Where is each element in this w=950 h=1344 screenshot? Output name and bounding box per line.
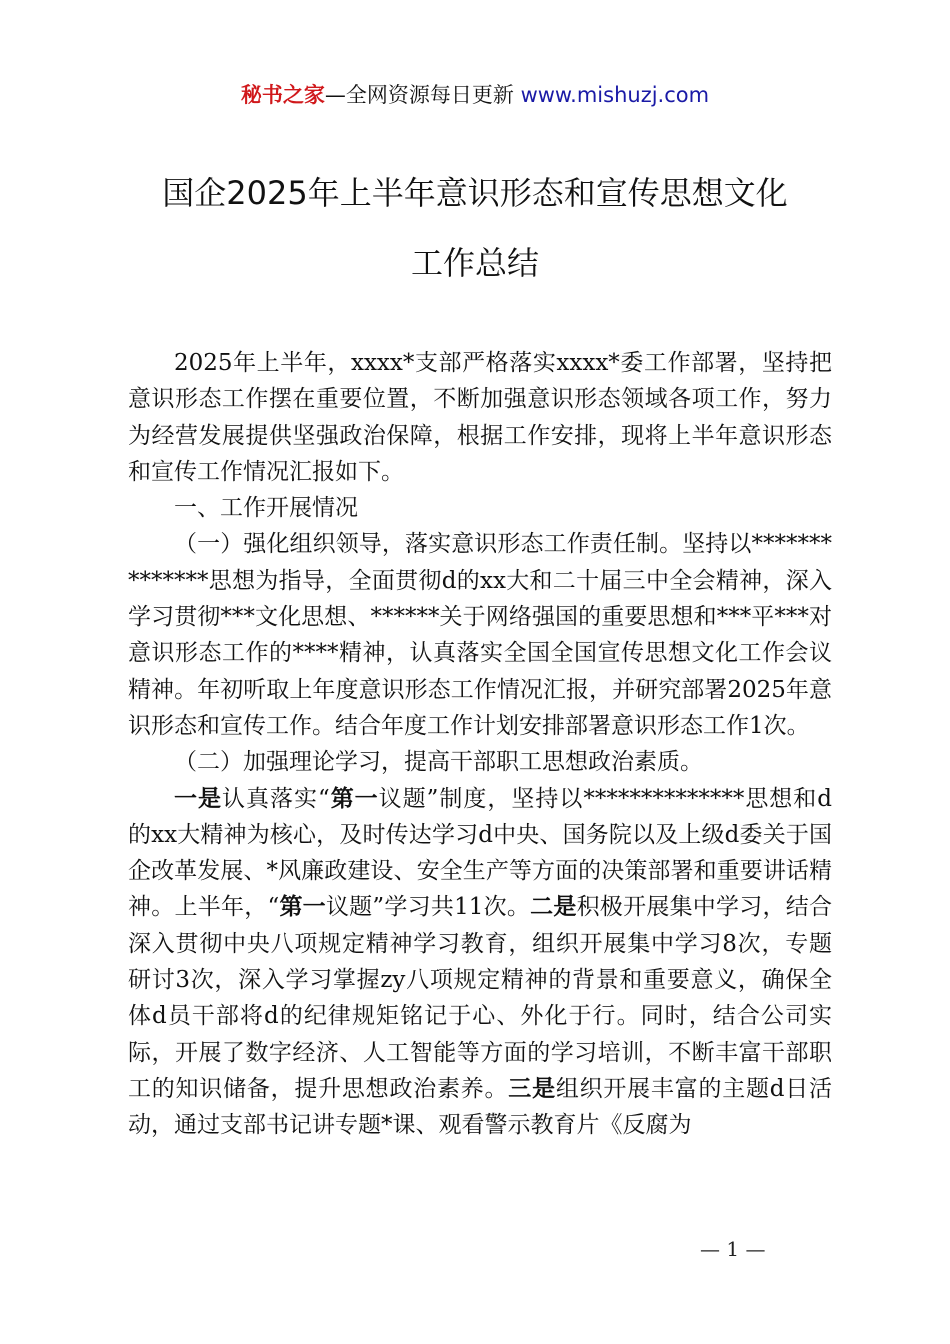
title-line-2: 工作总结 (410, 244, 539, 282)
bold-marker-third: 三是 (508, 1075, 556, 1102)
text-segment: 积极开展集中学习，结合深入贯彻中央八项规定精神学习教育，组织开展集中学习8次，专题研讨3次，深入学习掌握zy八项规定精神的背景和重要意义，确保全体d员干部将d的纪律规矩铭记于心、外化于行。同时，结合公司实际，开展了数字经济、人工智能等方面的学习培训，不断丰富干部职工的知识储备，提升思想政治素养。 (128, 894, 833, 1102)
bold-marker-second: 二是 (530, 894, 577, 921)
text-segment: 议题”制度，坚持以**************思想和d的xx大精神为核心，及时传达学习d中央、国务院以及上级d委关于国企改革发展、*风廉政建设、安全生产等方面的决策部署和重要讲话精神。上半年，“ (128, 785, 833, 921)
bold-marker-diyi: 第一 (329, 785, 379, 812)
text-segment: 议题”学习共11次。 (325, 894, 531, 921)
site-tagline: —全网资源每日更新 (324, 83, 521, 107)
site-header (0, 78, 950, 112)
title-line-1: 国企2025年上半年意识形态和宣传思想文化 (162, 174, 788, 212)
text-segment: 认真落实“ (221, 785, 330, 812)
subsection-2-heading: （二）加强理论学习，提高干部职工思想政治素质。 (174, 749, 703, 776)
intro-paragraph: 2025年上半年，xxxx*支部严格落实xxxx*委工作部署，坚持把意识形态工作摆在重要位置，不断加强意识形态领域各项工作，努力为经营发展提供坚强政治保障，根据工作安排，现将上半年意识形态和宣传工作情况汇报如下。 (128, 350, 832, 485)
bold-marker-diyi: 第一 (279, 894, 326, 921)
study-details-paragraph (128, 781, 832, 1144)
site-url-link[interactable]: www.mishuzj.com (520, 83, 710, 107)
text-segment: 组织开展丰富的主题d日活动，通过支部书记讲专题*课、观看警示教育片《反腐为 (128, 1075, 833, 1139)
section-heading: 一、工作开展情况 (174, 495, 358, 522)
bold-marker-first: 一是 (174, 785, 222, 812)
document-body (128, 345, 832, 1144)
site-brand: 秘书之家 (240, 83, 325, 107)
subsection-1-paragraph: （一）强化组织领导，落实意识形态工作责任制。坚持以**************思想为指导，全面贯彻d的xx大和二十届三中全会精神，深入学习贯彻***文化思想、******关于网络强国的重要思想和***平***对意识形态工作的****精神，认真落实全国全国宣传思想文化工作会议精神。年初听取上年度意识形态工作情况汇报，并研究部署2025年意识形态和宣传工作。结合年度工作计划安排部署意识形态工作1次。 (128, 531, 832, 739)
page-number: — 1 — (700, 1237, 766, 1261)
document-title (100, 158, 850, 298)
